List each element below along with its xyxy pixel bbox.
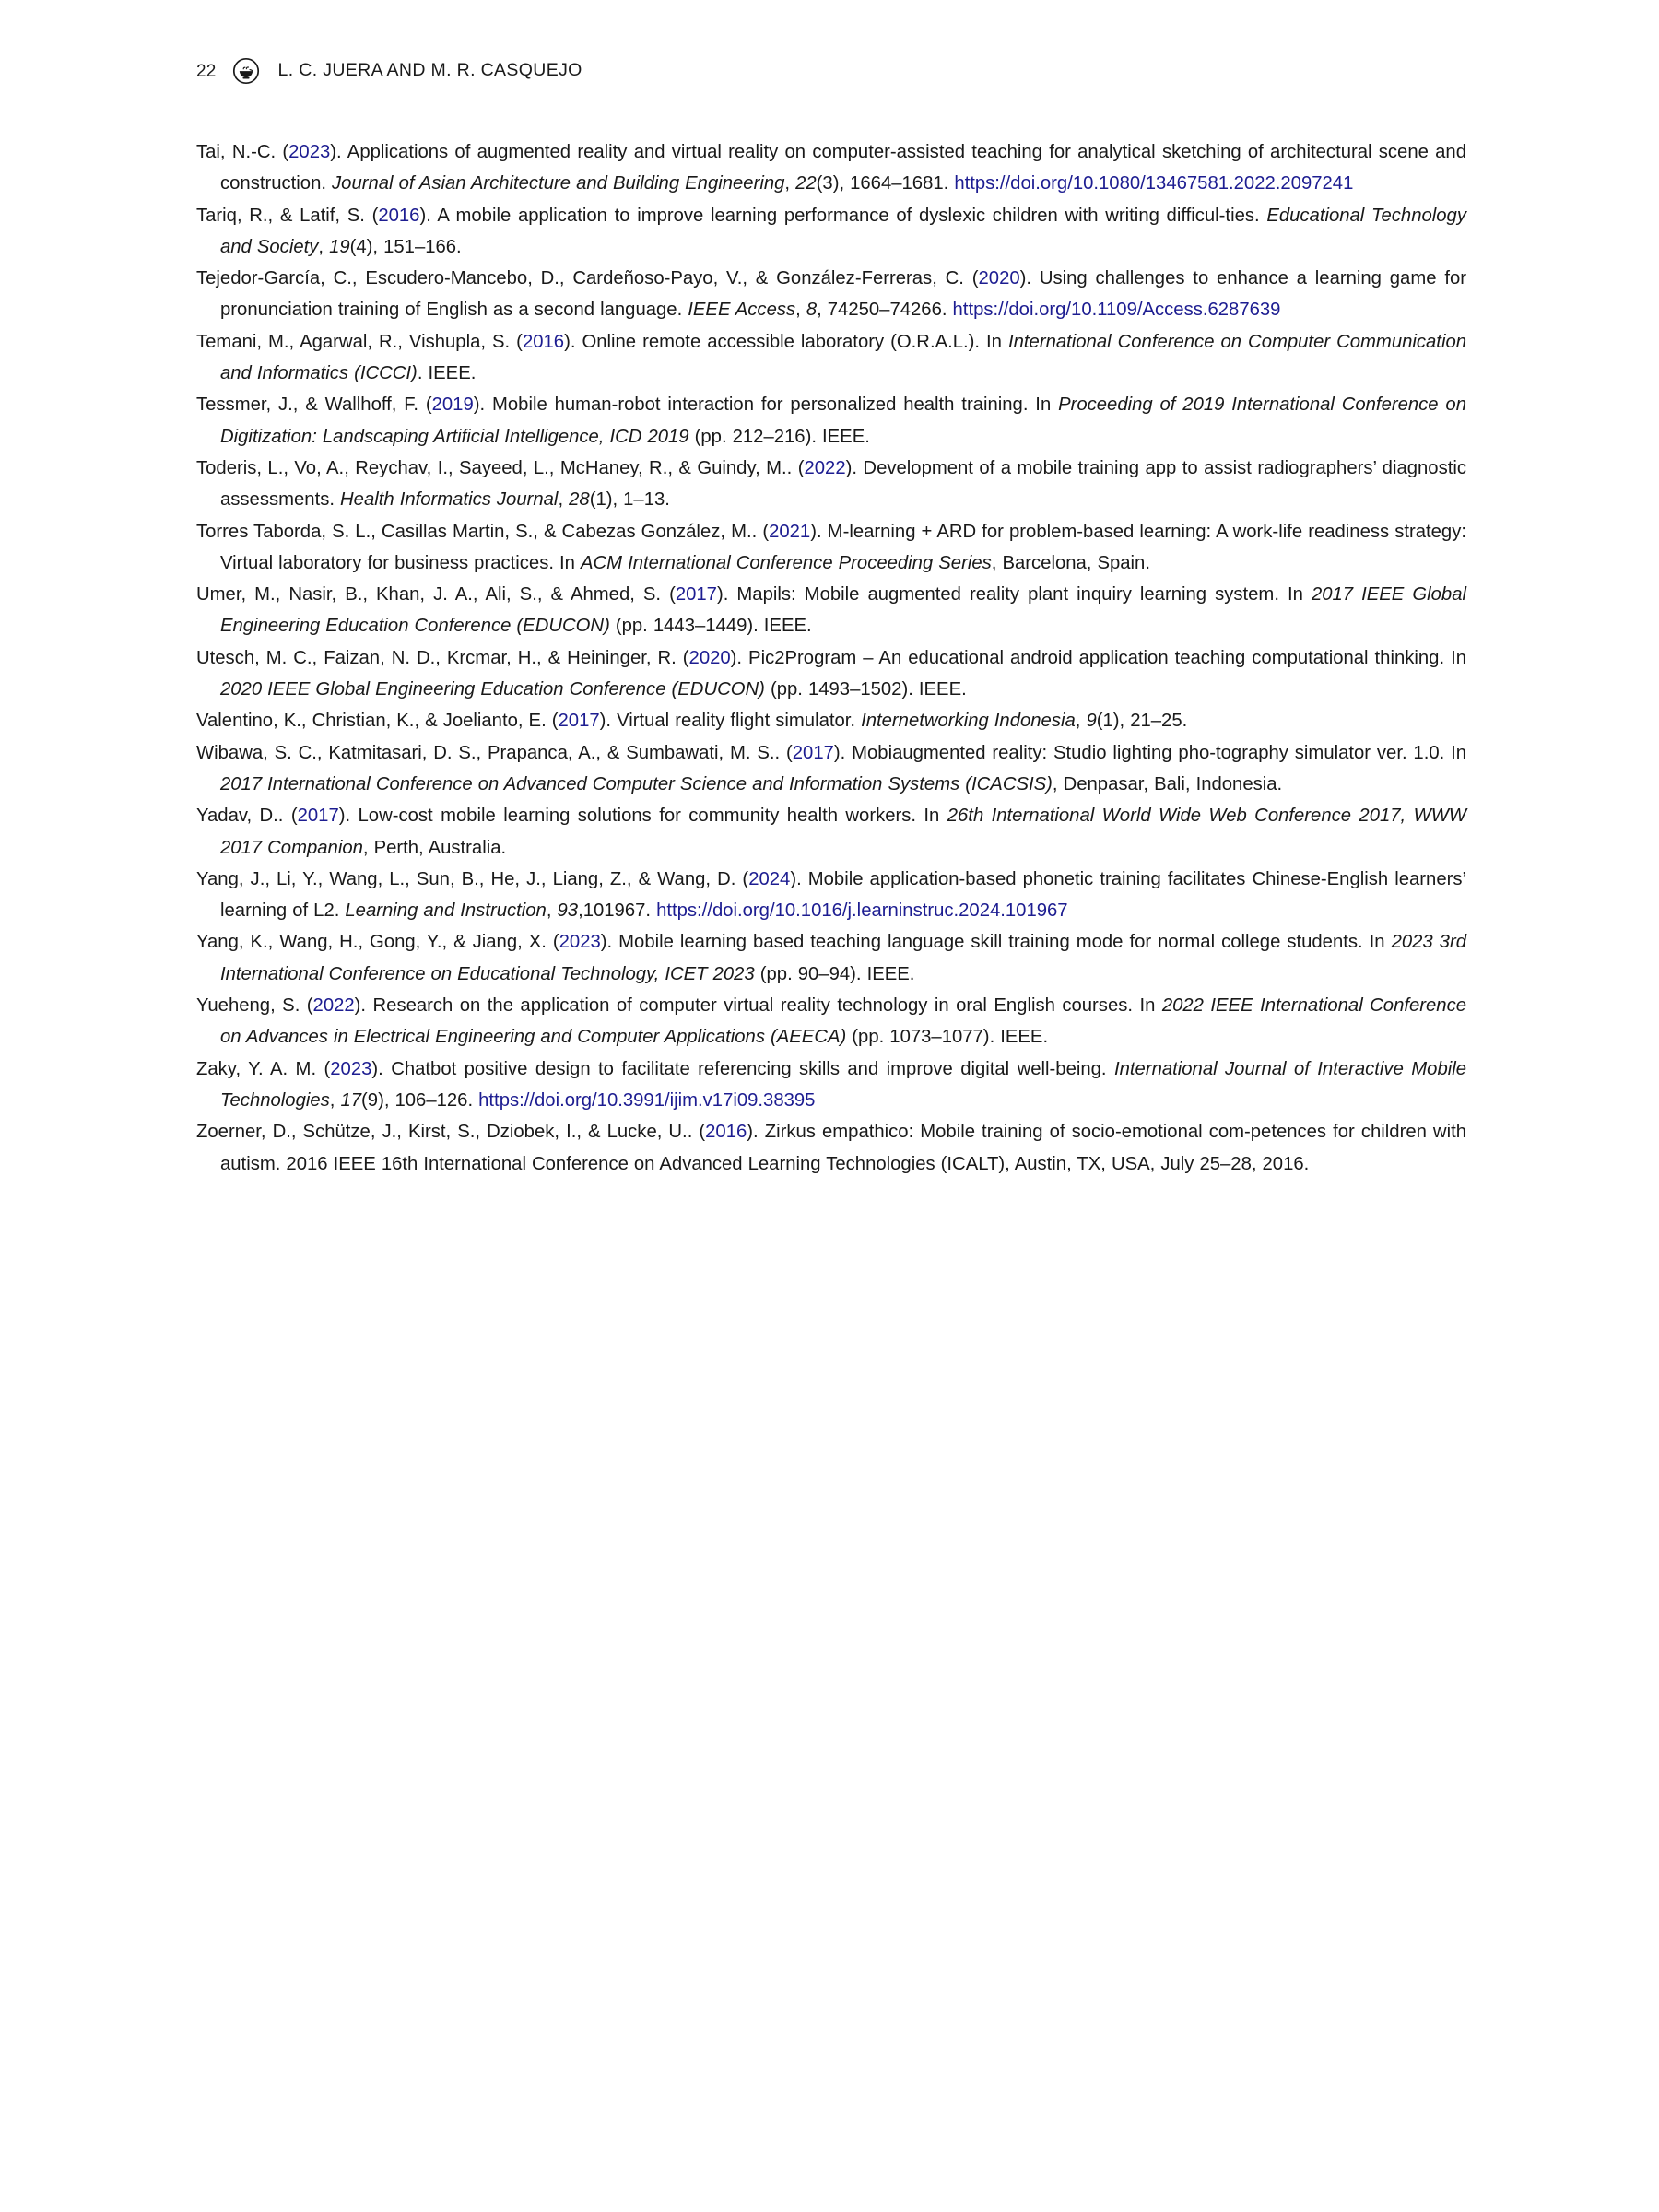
year-link[interactable]: 2024 [748,868,791,889]
year-link[interactable]: 2017 [558,711,600,732]
year-link[interactable]: 2023 [288,142,331,162]
taylor-francis-lamp-icon [232,57,260,85]
reference-entry: Tessmer, J., & Wallhoff, F. (2019). Mobile human-robot interaction for personalized health training. In Proceeding of 2019 International Conference on Digitization: Landscaping Artificial Intelligence, ICD 2019 (pp. 212–216). IEEE. [196,394,1466,447]
reference-entry: Utesch, M. C., Faizan, N. D., Krcmar, H., & Heininger, R. (2020). Pic2Program – An educational android application teaching computational thinking. In 2020 IEEE Global Engineering Education Conference (EDUCON) (pp. 1493–1502). IEEE. [196,647,1466,700]
year-link[interactable]: 2017 [792,742,834,763]
reference-entry: Wibawa, S. C., Katmitasari, D. S., Prapanca, A., & Sumbawati, M. S.. (2017). Mobiaugmented reality: Studio lighting pho‐tography simulator ver. 1.0. In 2017 International Conference on Advanced Computer Science and Information Systems (ICACSIS), Denpasar, Bali, Indonesia. [196,742,1467,794]
year-link[interactable]: 2022 [312,995,355,1017]
reference-entry: Yang, K., Wang, H., Gong, Y., & Jiang, X. (2023). Mobile learning based teaching language skill training mode for normal college students. In 2023 3rd International Conference on Educational Technology, ICET 2023 (pp. 90–94). IEEE. [196,932,1466,984]
year-link[interactable]: 2017 [297,806,339,827]
doi-link[interactable]: https://doi.org/10.3991/ijim.v17i09.38395 [478,1089,816,1111]
year-link[interactable]: 2016 [705,1122,747,1143]
year-link[interactable]: 2016 [378,205,420,226]
reference-entry: Zaky, Y. A. M. (2023). Chatbot positive design to facilitate referencing skills and improve digital well-being. International Journal of Interactive Mobile Technologies, 17(9), 106–126. https://doi.org/10.3991/ijim.v17i09.38395 [196,1058,1467,1111]
reference-entry: Torres Taborda, S. L., Casillas Martin, S., & Cabezas González, M.. (2021). M-learning + ARD for problem-based learning: A work-life readiness strategy: Virtual laboratory for business practices. In ACM International Conference Proceeding Series, Barcelona, Spain. [196,521,1466,573]
reference-entry: Tai, N.-C. (2023). Applications of augmented reality and virtual reality on computer-assisted teaching for analytical sketching of architectural scene and construction. Journal of Asian Architecture and Building Engineering, 22(3), 1664–1681. https://doi.org/10.1080/13467581.2022.2097241 [196,142,1466,194]
reference-list [196,136,1466,1180]
running-header [196,55,582,87]
doi-link[interactable]: https://doi.org/10.1016/j.learninstruc.2024.101967 [656,900,1068,922]
reference-entry: Yueheng, S. (2022). Research on the application of computer virtual reality technology in oral English courses. In 2022 IEEE International Conference on Advances in Electrical Engineering and Computer Applications (AEECA) (pp. 1073–1077). IEEE. [196,995,1467,1048]
reference-entry: Tariq, R., & Latif, S. (2016). A mobile application to improve learning performance of dyslexic children with writing difficul‐ties. Educational Technology and Society, 19(4), 151–166. [196,205,1466,257]
year-link[interactable]: 2022 [804,457,846,478]
reference-entry: Umer, M., Nasir, B., Khan, J. A., Ali, S., & Ahmed, S. (2017). Mapils: Mobile augmented reality plant inquiry learning system. In 2017 IEEE Global Engineering Education Conference (EDUCON) (pp. 1443–1449). IEEE. [196,584,1466,637]
year-link[interactable]: 2020 [688,647,731,668]
year-link[interactable]: 2021 [769,521,811,542]
reference-entry: Yadav, D.. (2017). Low-cost mobile learning solutions for community health workers. In 26th International World Wide Web Conference 2017, WWW 2017 Companion, Perth, Australia. [196,806,1466,858]
reference-entry: Valentino, K., Christian, K., & Joelianto, E. (2017). Virtual reality flight simulator. Internetworking Indonesia, 9(1), 21–25. [196,711,1188,732]
reference-entry: Toderis, L., Vo, A., Reychav, I., Sayeed, L., McHaney, R., & Guindy, M.. (2022). Development of a mobile training app to assist radiographers’ diagnostic assessments. Health Informatics Journal, 28(1), 1–13. [196,457,1466,511]
reference-entry: Temani, M., Agarwal, R., Vishupla, S. (2016). Online remote accessible laboratory (O.R.A.L.). In International Conference on Computer Communication and Informatics (ICCCI). IEEE. [196,331,1467,384]
running-title: L. C. JUERA AND M. R. CASQUEJO [277,60,582,81]
year-link[interactable]: 2017 [675,584,717,606]
year-link[interactable]: 2019 [431,394,474,416]
doi-link[interactable]: https://doi.org/10.1109/Access.6287639 [952,300,1281,321]
doi-link[interactable]: https://doi.org/10.1080/13467581.2022.2097241 [954,173,1354,194]
reference-entry: Tejedor-García, C., Escudero-Mancebo, D., Cardeñoso-Payo, V., & González-Ferreras, C. (2020). Using challenges to enhance a learning game for pronunciation training of English as a second language. IEEE Access, 8, 74250–74266. https://doi.org/10.1109/Access.6287639 [196,268,1466,321]
year-link[interactable]: 2023 [330,1058,372,1079]
year-link[interactable]: 2020 [978,268,1020,289]
page-number: 22 [196,61,217,81]
reference-entry: Yang, J., Li, Y., Wang, L., Sun, B., He, J., Liang, Z., & Wang, D. (2024). Mobile application-based phonetic training facilitates Chinese-English learners’ learning of L2. Learning and Instruction, 93,101967. https://doi.org/10.1016/j.learninstruc.2024.101967 [196,868,1466,922]
year-link[interactable]: 2023 [559,932,601,953]
reference-entry: Zoerner, D., Schütze, J., Kirst, S., Dziobek, I., & Lucke, U.. (2016). Zirkus empathico: Mobile training of socio-emotional com‐petences for children with autism. 2016 IEEE 16th International Conference on Advanced Learning Technologies (ICALT), Austin, TX, USA, July 25–28, 2016. [196,1122,1466,1174]
year-link[interactable]: 2016 [522,331,565,352]
